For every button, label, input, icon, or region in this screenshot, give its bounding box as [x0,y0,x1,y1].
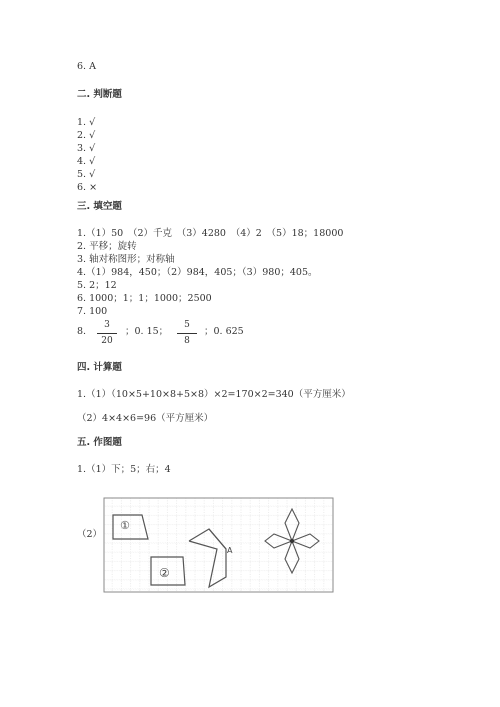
fraction-denominator: 8 [184,336,190,346]
judge-answer-3: 3. √ [77,143,96,154]
grid-svg [103,497,334,593]
fill-answer-7: 7. 100 [77,306,108,317]
section-2-title: 二. 判断题 [77,89,122,100]
section-3-title: 三. 填空题 [77,201,122,212]
fill-answer-2: 2. 平移；旋转 [77,241,137,252]
judge-answer-6: 6. × [77,182,98,193]
prev-answer: 6. A [77,61,96,72]
judge-answer-1: 1. √ [77,117,96,128]
fill-answer-6: 6. 1000；1；1；1000；2500 [77,293,212,304]
fraction-denominator: 20 [101,336,113,346]
shape-1-label: ① [120,519,130,532]
fraction-bar [97,333,117,334]
section-4-title: 四. 计算题 [77,362,122,373]
calc-answer-2: （2）4×4×6=96（平方厘米） [77,413,214,424]
calc-answer-1: 1.（1）（10×5+10×8+5×8）×2=170×2=340（平方厘米） [77,389,351,400]
section-5-title: 五. 作图题 [77,437,122,448]
flower-center [290,539,294,543]
dotted-grid [104,498,333,592]
draw-answer-2-label: （2） [77,529,103,540]
drawing-grid-figure [103,497,334,593]
fraction-5-8 [177,320,197,347]
fill-answer-4: 4.（1）984，450；（2）984，405；（3）980；405。 [77,267,318,278]
fill-answer-8-suffix: ；0. 625 [204,326,244,337]
judge-answer-4: 4. √ [77,156,96,167]
draw-answer-1: 1.（1）下；5；右；4 [77,464,171,475]
shape-2-label: ② [159,566,170,580]
judge-answer-2: 2. √ [77,130,96,141]
judge-answer-5: 5. √ [77,169,96,180]
fraction-bar [177,333,197,334]
point-a-label: A [227,546,233,555]
fill-answer-3: 3. 轴对称图形；对称轴 [77,254,175,265]
fill-answer-1: 1.（1）50 （2）千克 （3）4280 （4）2 （5）18；18000 [77,228,344,239]
fraction-3-20 [97,320,117,347]
fill-answer-8-middle: ；0. 15； [125,326,169,337]
fill-answer-8-prefix: 8. [77,326,87,337]
fraction-numerator: 3 [104,320,110,330]
fraction-numerator: 5 [184,320,190,330]
fill-answer-5: 5. 2；12 [77,280,117,291]
